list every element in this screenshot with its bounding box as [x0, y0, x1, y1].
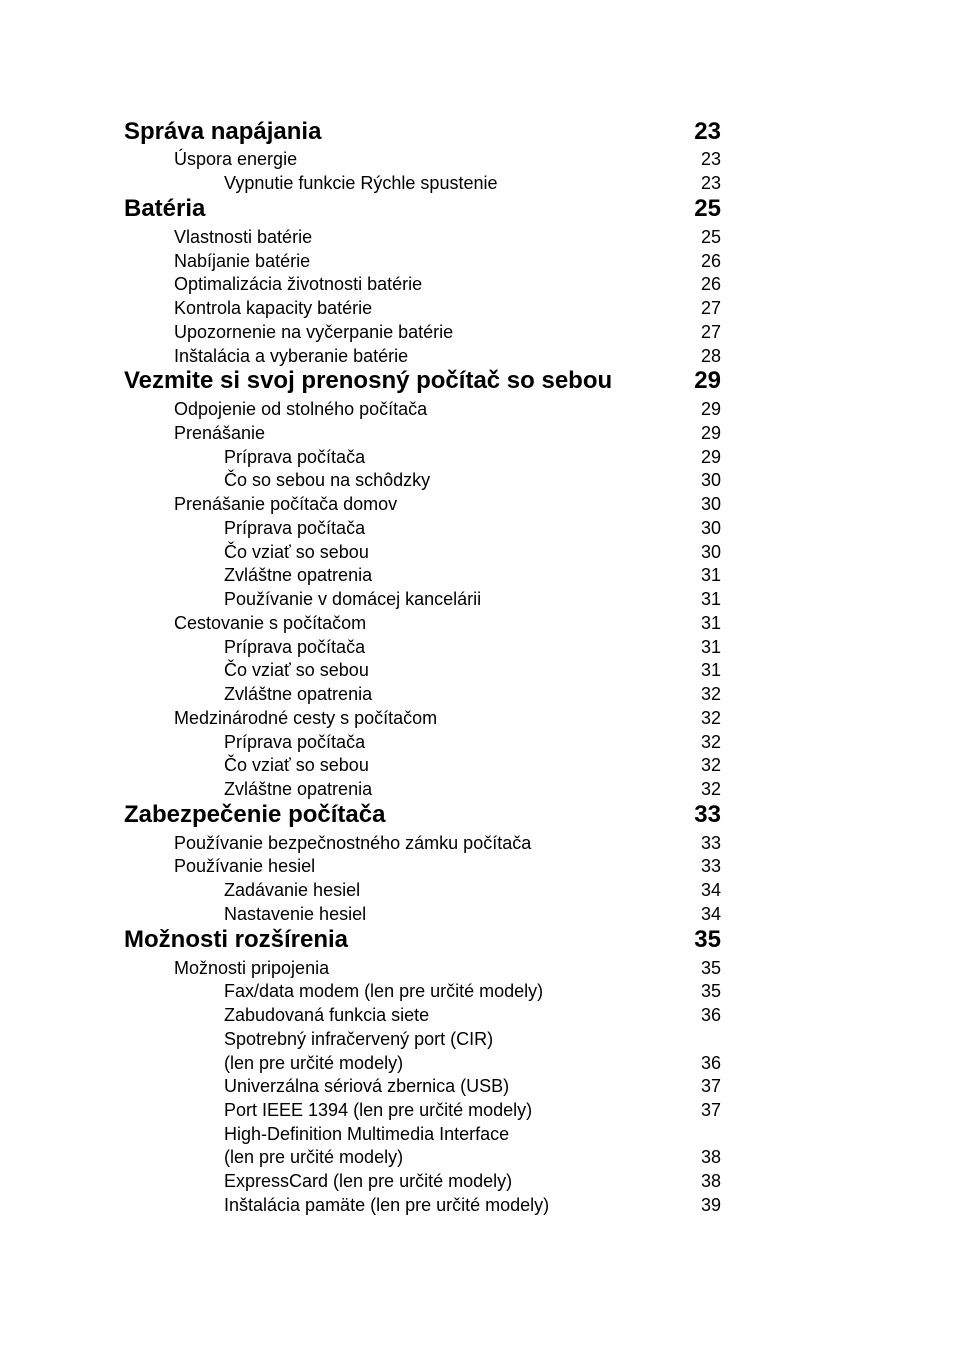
- toc-entry-page-number: 25: [694, 195, 721, 222]
- toc-subsection-row: [0, 541, 954, 563]
- toc-entry-title: Zabudovaná funkcia siete: [224, 1005, 430, 1025]
- toc-entry-page-number: 35: [700, 981, 721, 1001]
- toc-subsection-row: [0, 1052, 954, 1074]
- toc-chapter-row: [0, 118, 954, 146]
- toc-entry-title: ExpressCard (len pre určité modely): [224, 1171, 513, 1191]
- toc-entry-title: Odpojenie od stolného počítača: [174, 399, 428, 419]
- toc-subsection-row: [0, 446, 954, 468]
- toc-entry-title: Spotrebný infračervený port (CIR): [224, 1029, 494, 1049]
- toc-entry-title: (len pre určité modely): [224, 1053, 404, 1073]
- toc-subsection-row: [0, 1123, 954, 1145]
- toc-entry-page-number: 30: [700, 542, 721, 562]
- toc-subsection-row: [0, 1099, 954, 1121]
- toc-entry-title: Prenášanie počítača domov: [174, 494, 398, 514]
- toc-entry-title: Čo vziať so sebou: [224, 542, 369, 562]
- toc-entry-title: Fax/data modem (len pre určité modely): [224, 981, 544, 1001]
- toc-entry-title: Úspora energie: [174, 149, 298, 169]
- toc-entry-page-number: 35: [700, 958, 721, 978]
- toc-entry-page-number: 37: [700, 1076, 721, 1096]
- toc-subsection-row: [0, 1146, 954, 1168]
- toc-entry-title: Možnosti rozšírenia: [124, 926, 349, 953]
- toc-section-row: [0, 321, 954, 343]
- toc-entry-title: Príprava počítača: [224, 447, 366, 467]
- toc-entry-page-number: 27: [700, 322, 721, 342]
- toc-entry-page-number: 31: [700, 589, 721, 609]
- toc-section-row: [0, 398, 954, 420]
- toc-subsection-row: [0, 1170, 954, 1192]
- toc-entry-page-number: 36: [700, 1053, 721, 1073]
- toc-section-row: [0, 612, 954, 634]
- toc-entry-page-number: 33: [700, 856, 721, 876]
- toc-entry-title: Používanie v domácej kancelárii: [224, 589, 482, 609]
- toc-entry-page-number: 32: [700, 779, 721, 799]
- toc-entry-page-number: 29: [700, 423, 721, 443]
- toc-section-row: [0, 957, 954, 979]
- toc-entry-title: High-Definition Multimedia Interface: [224, 1124, 510, 1144]
- toc-entry-title: Zvláštne opatrenia: [224, 565, 373, 585]
- toc-subsection-row: [0, 469, 954, 491]
- toc-subsection-row: [0, 778, 954, 800]
- toc-entry-page-number: 36: [700, 1005, 721, 1025]
- toc-subsection-row: [0, 1004, 954, 1026]
- toc-entry-page-number: 29: [700, 447, 721, 467]
- toc-entry-page-number: 23: [700, 173, 721, 193]
- toc-subsection-row: [0, 683, 954, 705]
- toc-entry-title: Vypnutie funkcie Rýchle spustenie: [224, 173, 498, 193]
- toc-section-row: [0, 493, 954, 515]
- toc-subsection-row: [0, 903, 954, 925]
- toc-entry-page-number: 23: [700, 149, 721, 169]
- toc-subsection-row: [0, 731, 954, 753]
- toc-entry-page-number: 34: [700, 904, 721, 924]
- toc-entry-title: Zvláštne opatrenia: [224, 684, 373, 704]
- toc-section-row: [0, 707, 954, 729]
- toc-entry-title: Správa napájania: [124, 118, 322, 145]
- toc-entry-title: Príprava počítača: [224, 732, 366, 752]
- toc-subsection-row: [0, 636, 954, 658]
- toc-section-row: [0, 250, 954, 272]
- toc-entry-page-number: 38: [700, 1171, 721, 1191]
- toc-entry-page-number: 31: [700, 613, 721, 633]
- toc-subsection-row: [0, 172, 954, 194]
- toc-section-row: [0, 226, 954, 248]
- toc-section-row: [0, 297, 954, 319]
- toc-subsection-row: [0, 659, 954, 681]
- toc-subsection-row: [0, 1075, 954, 1097]
- toc-chapter-row: [0, 195, 954, 223]
- toc-entry-page-number: 30: [700, 518, 721, 538]
- toc-section-row: [0, 832, 954, 854]
- toc-entry-page-number: 26: [700, 251, 721, 271]
- toc-entry-title: Čo vziať so sebou: [224, 660, 369, 680]
- toc-entry-page-number: 33: [700, 833, 721, 853]
- toc-entry-page-number: 29: [700, 399, 721, 419]
- toc-chapter-row: [0, 801, 954, 829]
- toc-subsection-row: [0, 879, 954, 901]
- toc-entry-title: Vezmite si svoj prenosný počítač so sebou: [124, 367, 613, 394]
- toc-entry-title: Nabíjanie batérie: [174, 251, 311, 271]
- toc-entry-page-number: 32: [700, 732, 721, 752]
- toc-subsection-row: [0, 754, 954, 776]
- toc-entry-title: Prenášanie: [174, 423, 266, 443]
- toc-entry-page-number: 23: [694, 118, 721, 145]
- toc-section-row: [0, 855, 954, 877]
- toc-entry-title: Upozornenie na vyčerpanie batérie: [174, 322, 454, 342]
- toc-entry-page-number: 32: [700, 684, 721, 704]
- toc-chapter-row: [0, 926, 954, 954]
- toc-subsection-row: [0, 1028, 954, 1050]
- toc-entry-title: Medzinárodné cesty s počítačom: [174, 708, 438, 728]
- toc-entry-title: Cestovanie s počítačom: [174, 613, 367, 633]
- toc-entry-page-number: 30: [700, 494, 721, 514]
- toc-entry-title: Zabezpečenie počítača: [124, 801, 386, 828]
- toc-entry-title: Inštalácia pamäte (len pre určité modely): [224, 1195, 550, 1215]
- toc-entry-page-number: 35: [694, 926, 721, 953]
- toc-subsection-row: [0, 517, 954, 539]
- toc-entry-title: Nastavenie hesiel: [224, 904, 367, 924]
- toc-entry-page-number: 37: [700, 1100, 721, 1120]
- toc-entry-title: Zadávanie hesiel: [224, 880, 361, 900]
- toc-subsection-row: [0, 588, 954, 610]
- toc-entry-title: Možnosti pripojenia: [174, 958, 330, 978]
- toc-entry-title: Batéria: [124, 195, 206, 222]
- toc-entry-title: Zvláštne opatrenia: [224, 779, 373, 799]
- toc-entry-title: Používanie hesiel: [174, 856, 316, 876]
- toc-entry-title: Kontrola kapacity batérie: [174, 298, 373, 318]
- toc-entry-page-number: 33: [694, 801, 721, 828]
- toc-entry-page-number: 28: [700, 346, 721, 366]
- toc-entry-title: Inštalácia a vyberanie batérie: [174, 346, 409, 366]
- toc-entry-title: Príprava počítača: [224, 518, 366, 538]
- toc-subsection-row: [0, 1194, 954, 1216]
- toc-subsection-row: [0, 564, 954, 586]
- toc-chapter-row: [0, 367, 954, 395]
- toc-entry-title: Čo so sebou na schôdzky: [224, 470, 431, 490]
- toc-entry-page-number: 29: [694, 367, 721, 394]
- toc-entry-title: Optimalizácia životnosti batérie: [174, 274, 423, 294]
- toc-entry-page-number: 38: [700, 1147, 721, 1167]
- toc-entry-page-number: 31: [700, 637, 721, 657]
- toc-subsection-row: [0, 980, 954, 1002]
- toc-entry-title: (len pre určité modely): [224, 1147, 404, 1167]
- toc-entry-page-number: 30: [700, 470, 721, 490]
- toc-section-row: [0, 422, 954, 444]
- toc-entry-page-number: 31: [700, 660, 721, 680]
- toc-section-row: [0, 148, 954, 170]
- toc-entry-page-number: 34: [700, 880, 721, 900]
- toc-entry-page-number: 25: [700, 227, 721, 247]
- toc-entry-title: Vlastnosti batérie: [174, 227, 313, 247]
- toc-entry-title: Univerzálna sériová zbernica (USB): [224, 1076, 510, 1096]
- toc-entry-page-number: 32: [700, 755, 721, 775]
- toc-entry-title: Čo vziať so sebou: [224, 755, 369, 775]
- toc-entry-title: Používanie bezpečnostného zámku počítača: [174, 833, 532, 853]
- toc-section-row: [0, 273, 954, 295]
- toc-entry-page-number: 31: [700, 565, 721, 585]
- toc-entry-page-number: 32: [700, 708, 721, 728]
- toc-entry-page-number: 26: [700, 274, 721, 294]
- toc-entry-title: Príprava počítača: [224, 637, 366, 657]
- toc-section-row: [0, 345, 954, 367]
- toc-entry-page-number: 39: [700, 1195, 721, 1215]
- toc-entry-page-number: 27: [700, 298, 721, 318]
- toc-entry-title: Port IEEE 1394 (len pre určité modely): [224, 1100, 533, 1120]
